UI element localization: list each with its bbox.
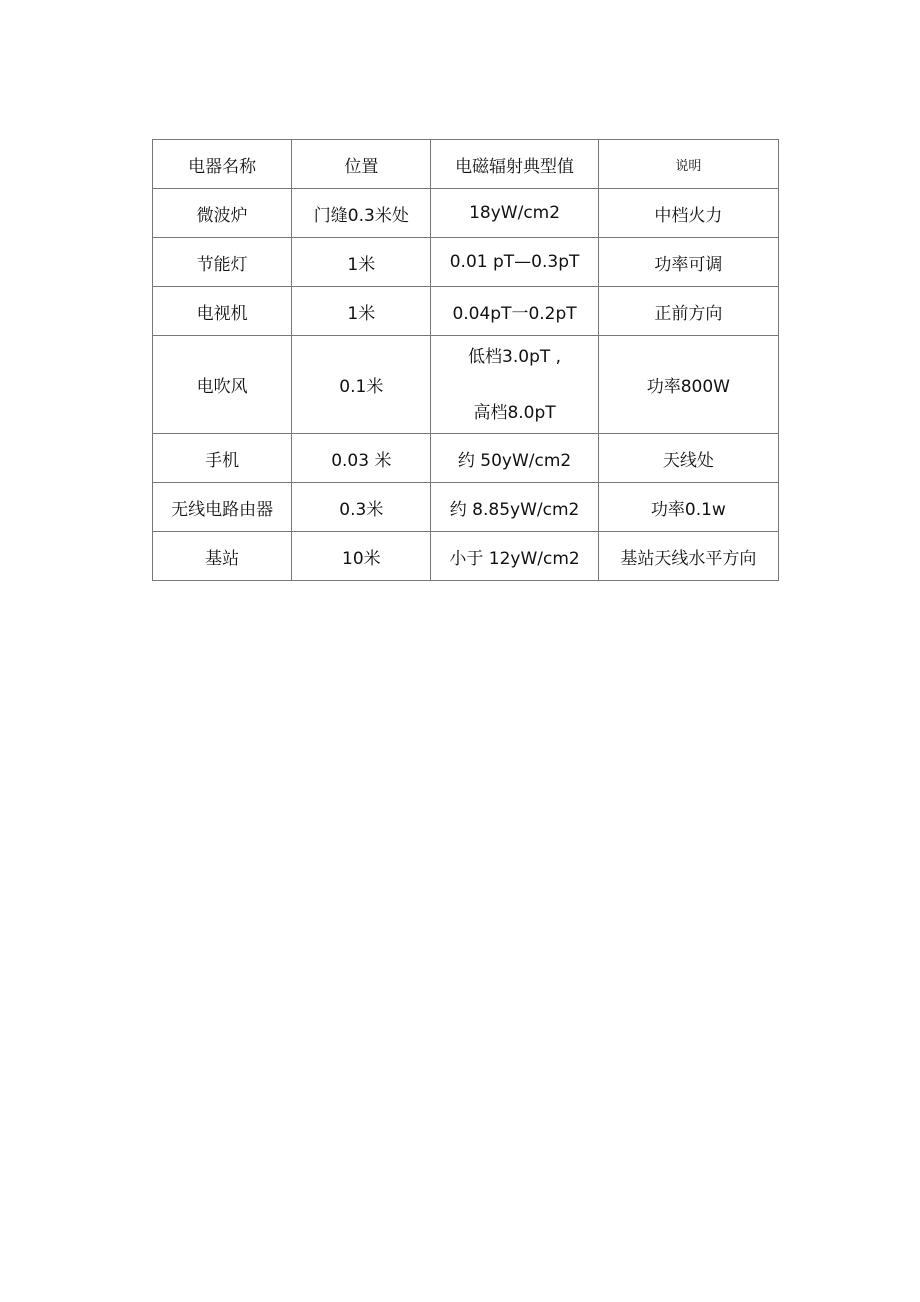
cell-note: 功率0.1w	[598, 483, 778, 532]
cell-value: 18yW/cm2	[431, 189, 598, 238]
cell-name: 基站	[153, 532, 292, 581]
cell-value-line: 低档3.0pT ,	[468, 346, 562, 367]
header-note: 说明	[598, 140, 778, 189]
cell-position: 0.3米	[292, 483, 431, 532]
cell-position: 门缝0.3米处	[292, 189, 431, 238]
cell-position: 0.1米	[292, 336, 431, 434]
cell-name: 微波炉	[153, 189, 292, 238]
cell-value: 0.01 pT—0.3pT	[431, 238, 598, 287]
table-row	[153, 532, 779, 581]
table-row	[153, 238, 779, 287]
cell-name: 手机	[153, 434, 292, 483]
cell-value	[431, 336, 598, 434]
table-row	[153, 336, 779, 434]
cell-note: 功率800W	[598, 336, 778, 434]
header-position: 位置	[292, 140, 431, 189]
cell-position: 1米	[292, 238, 431, 287]
cell-note: 基站天线水平方向	[598, 532, 778, 581]
cell-name: 无线电路由器	[153, 483, 292, 532]
cell-position: 1米	[292, 287, 431, 336]
cell-note: 功率可调	[598, 238, 778, 287]
cell-note: 正前方向	[598, 287, 778, 336]
table-header-row	[153, 140, 779, 189]
table-row	[153, 483, 779, 532]
radiation-table	[152, 139, 779, 581]
cell-position: 0.03 米	[292, 434, 431, 483]
cell-name: 电视机	[153, 287, 292, 336]
cell-note: 天线处	[598, 434, 778, 483]
cell-value-spacer	[431, 371, 597, 399]
table-row	[153, 189, 779, 238]
header-typical-value: 电磁辐射典型值	[431, 140, 598, 189]
header-appliance-name: 电器名称	[153, 140, 292, 189]
table-row	[153, 287, 779, 336]
cell-value: 0.04pT一0.2pT	[431, 287, 598, 336]
cell-value: 约 50yW/cm2	[431, 434, 598, 483]
cell-value-line: 高档8.0pT	[473, 402, 556, 423]
cell-value: 约 8.85yW/cm2	[431, 483, 598, 532]
cell-position: 10米	[292, 532, 431, 581]
table-row	[153, 434, 779, 483]
cell-name: 电吹风	[153, 336, 292, 434]
cell-value: 小于 12yW/cm2	[431, 532, 598, 581]
cell-note: 中档火力	[598, 189, 778, 238]
cell-name: 节能灯	[153, 238, 292, 287]
